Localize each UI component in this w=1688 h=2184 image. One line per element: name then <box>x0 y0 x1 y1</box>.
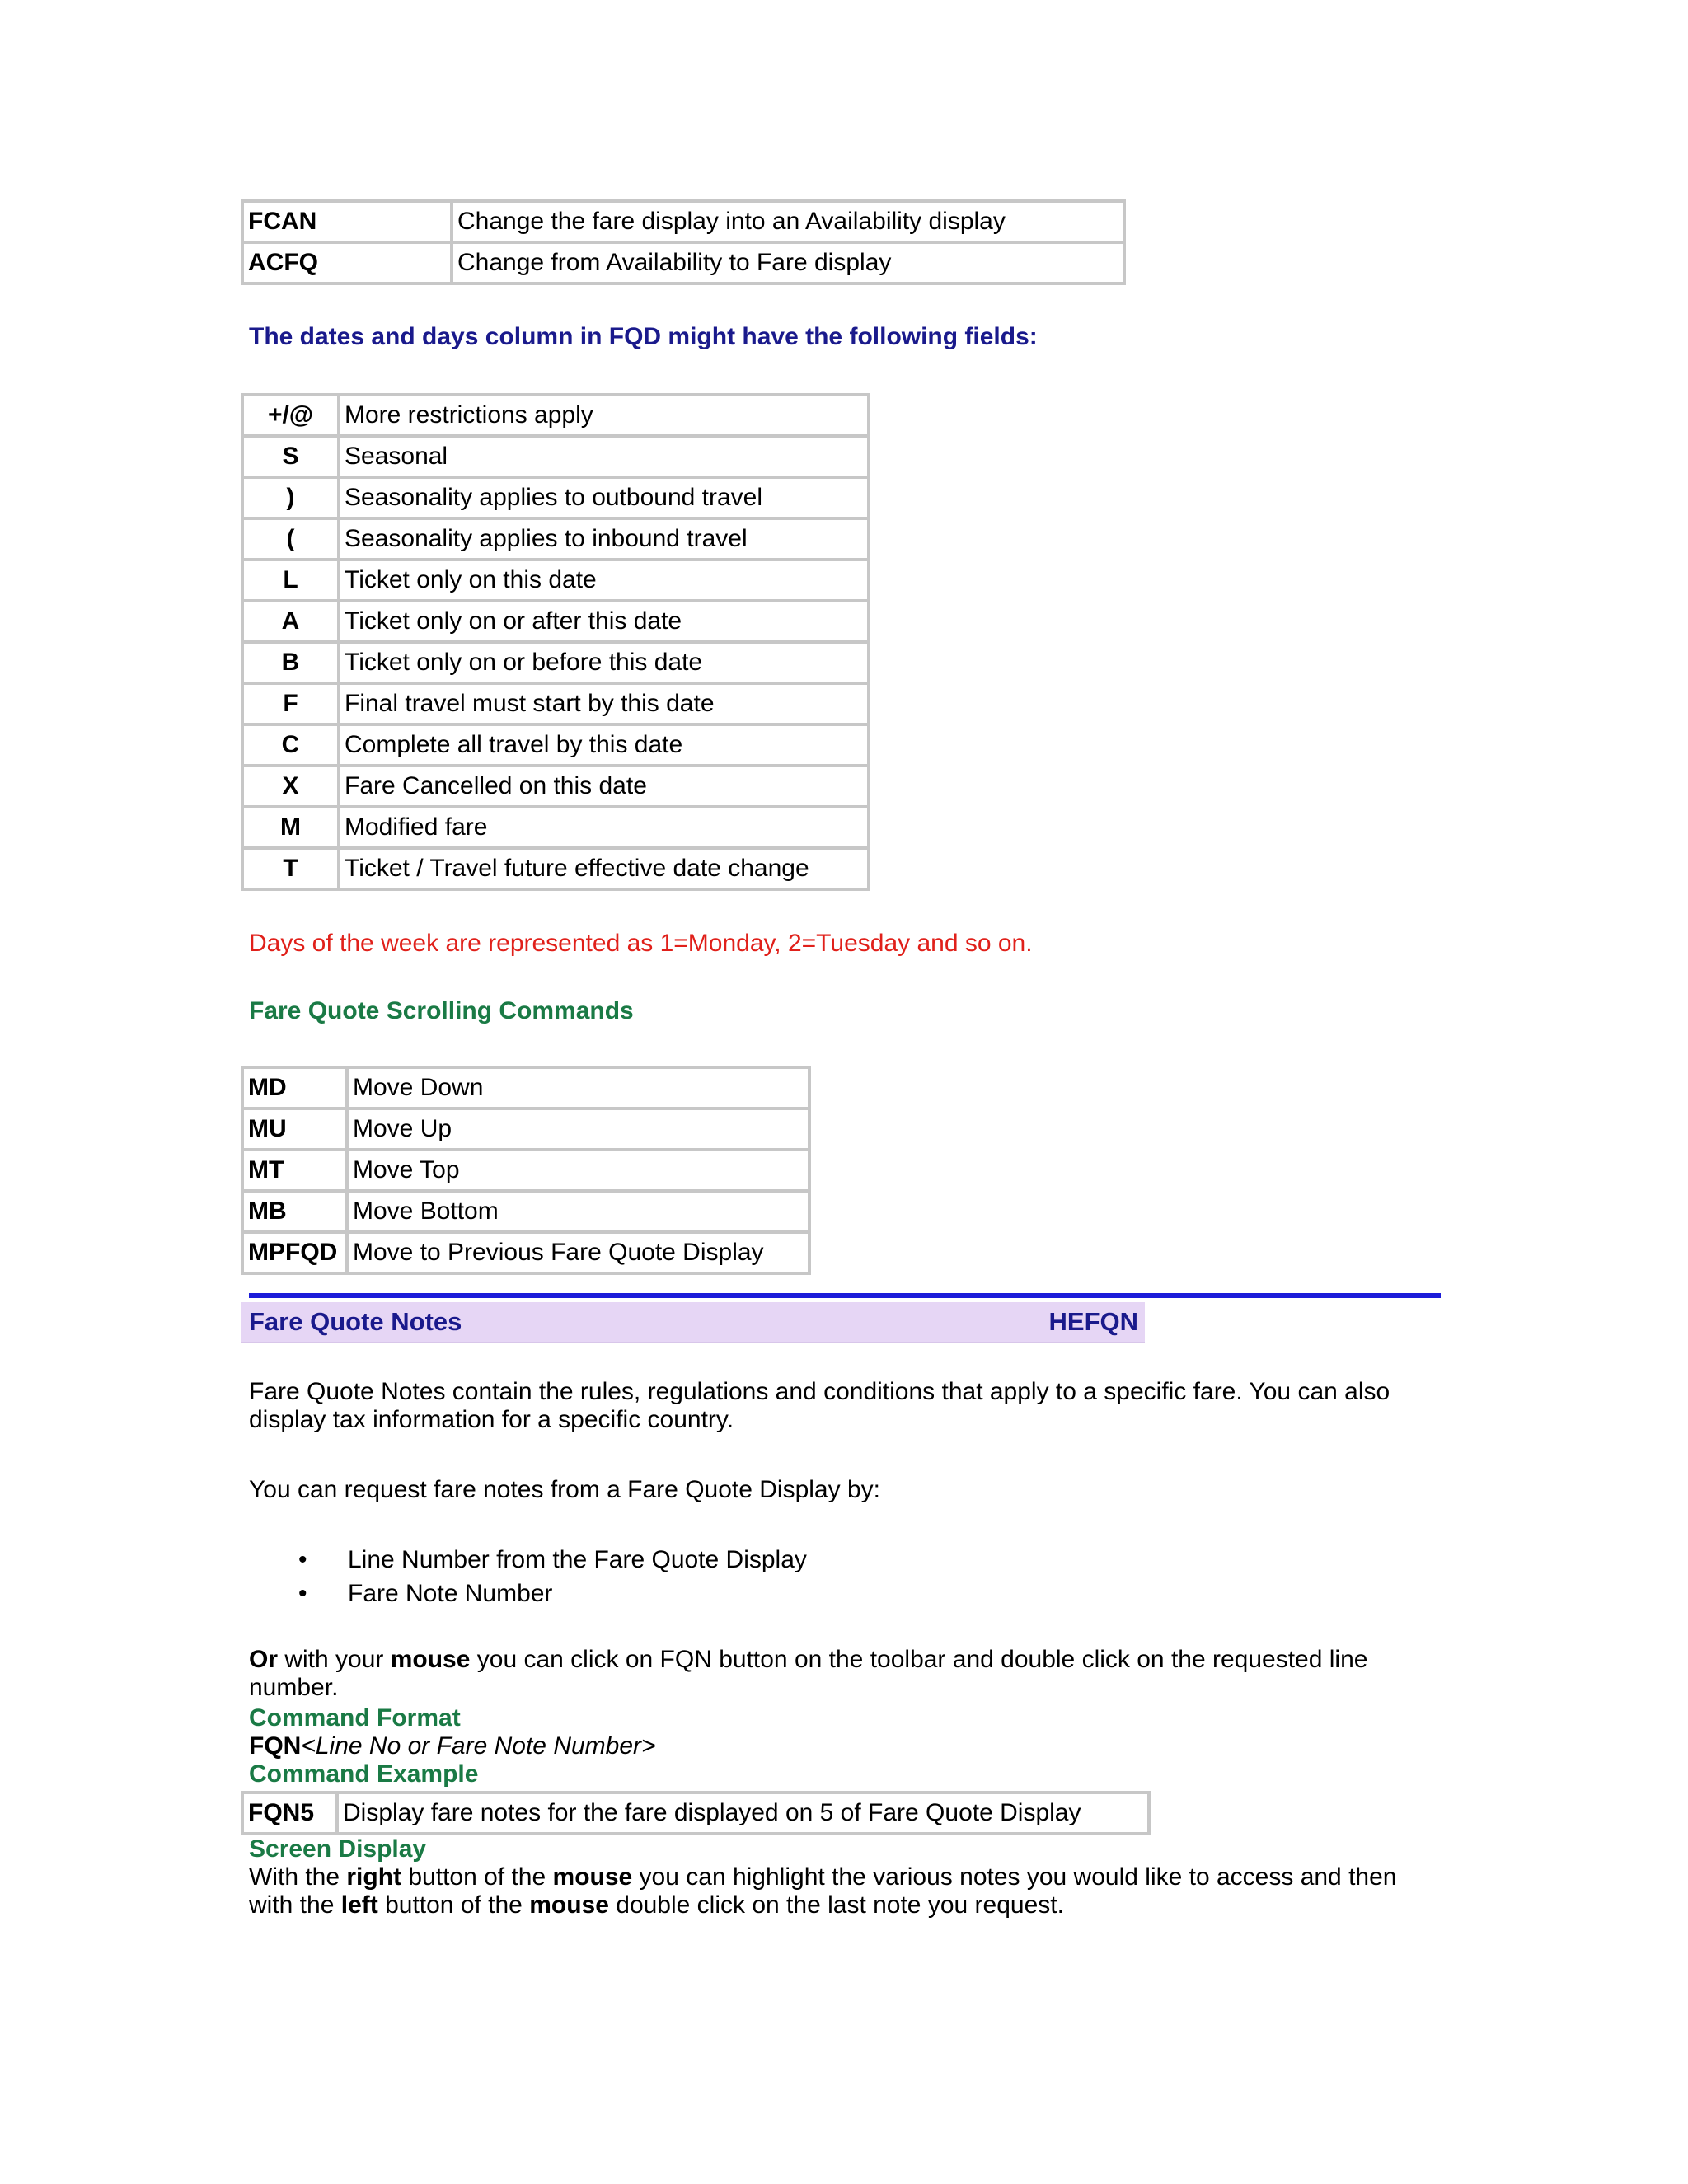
table-row <box>242 1191 809 1232</box>
field-description: More restrictions apply <box>339 395 869 436</box>
bullet-icon: • <box>298 1546 307 1573</box>
table-row <box>242 683 869 724</box>
field-description: Complete all travel by this date <box>339 724 869 766</box>
field-code: C <box>242 724 339 766</box>
field-code: +/@ <box>242 395 339 436</box>
table-row <box>242 242 1124 284</box>
table-row <box>242 560 869 601</box>
intro-paragraph: Fare Quote Notes contain the rules, regulations and conditions that apply to a specific fare. You can also display tax information for a specific country. <box>249 1378 1390 1433</box>
example-code: FQN5 <box>242 1793 337 1834</box>
field-code: S <box>242 436 339 477</box>
example-description: Display fare notes for the fare displayed on 5 of Fare Quote Display <box>337 1793 1149 1834</box>
command-format: FQN<Line No or Fare Note Number> <box>249 1732 656 1760</box>
table-row <box>242 642 869 683</box>
field-code: T <box>242 848 339 889</box>
section-divider <box>249 1293 1441 1298</box>
field-description: Ticket only on or after this date <box>339 601 869 642</box>
field-description: Seasonality applies to outbound travel <box>339 477 869 518</box>
field-description: Seasonal <box>339 436 869 477</box>
field-code: ( <box>242 518 339 560</box>
request-methods-list <box>290 1543 807 1610</box>
screen-display-paragraph: With the right button of the mouse you can highlight the various notes you would like to access and then with the left button of the mouse double click on the last note you request. <box>249 1863 1397 1919</box>
field-code: B <box>242 642 339 683</box>
table-row <box>242 436 869 477</box>
scrolling-heading: Fare Quote Scrolling Commands <box>249 997 634 1024</box>
bullet-icon: • <box>298 1580 307 1607</box>
section-header <box>241 1302 1145 1343</box>
command-example-label: Command Example <box>249 1760 479 1788</box>
list-item: • Fare Note Number <box>290 1577 807 1610</box>
fields-table <box>241 393 870 891</box>
table-row <box>242 1793 1149 1834</box>
field-code: ) <box>242 477 339 518</box>
table-row <box>242 848 869 889</box>
example-table <box>241 1791 1151 1835</box>
mouse-paragraph: Or with your mouse you can click on FQN button on the toolbar and double click on the requested line number. <box>249 1646 1368 1701</box>
table-row <box>242 201 1124 242</box>
field-description: Ticket / Travel future effective date change <box>339 848 869 889</box>
dates-heading: The dates and days column in FQD might have the following fields: <box>249 323 1038 350</box>
field-code: M <box>242 807 339 848</box>
scrolling-table <box>241 1066 811 1275</box>
table-row <box>242 395 869 436</box>
field-code: L <box>242 560 339 601</box>
section-code: HEFQN <box>1048 1307 1138 1336</box>
command-code: MB <box>242 1191 347 1232</box>
field-description: Ticket only on this date <box>339 560 869 601</box>
field-code: X <box>242 766 339 807</box>
fcan-table <box>241 199 1126 285</box>
screen-display-label: Screen Display <box>249 1835 427 1863</box>
table-row <box>242 477 869 518</box>
command-description: Move Up <box>347 1108 809 1150</box>
request-line: You can request fare notes from a Fare Quote Display by: <box>249 1476 880 1503</box>
table-row <box>242 1067 809 1108</box>
command-description: Move to Previous Fare Quote Display <box>347 1232 809 1273</box>
field-description: Modified fare <box>339 807 869 848</box>
table-row <box>242 807 869 848</box>
table-row <box>242 724 869 766</box>
command-description: Move Top <box>347 1150 809 1191</box>
command-description: Change the fare display into an Availability display <box>452 201 1124 242</box>
field-description: Final travel must start by this date <box>339 683 869 724</box>
table-row <box>242 1150 809 1191</box>
field-code: A <box>242 601 339 642</box>
table-row <box>242 1108 809 1150</box>
list-item: • Line Number from the Fare Quote Display <box>290 1543 807 1577</box>
command-code: MPFQD <box>242 1232 347 1273</box>
field-description: Fare Cancelled on this date <box>339 766 869 807</box>
command-code: MD <box>242 1067 347 1108</box>
table-row <box>242 766 869 807</box>
table-row <box>242 1232 809 1273</box>
days-note: Days of the week are represented as 1=Monday, 2=Tuesday and so on. <box>249 930 1033 957</box>
command-format-label: Command Format <box>249 1704 461 1732</box>
table-row <box>242 601 869 642</box>
field-code: F <box>242 683 339 724</box>
command-description: Change from Availability to Fare display <box>452 242 1124 284</box>
section-title: Fare Quote Notes <box>249 1307 462 1336</box>
command-description: Move Down <box>347 1067 809 1108</box>
table-row <box>242 518 869 560</box>
command-description: Move Bottom <box>347 1191 809 1232</box>
field-description: Seasonality applies to inbound travel <box>339 518 869 560</box>
command-code: ACFQ <box>242 242 452 284</box>
command-code: MT <box>242 1150 347 1191</box>
field-description: Ticket only on or before this date <box>339 642 869 683</box>
command-code: MU <box>242 1108 347 1150</box>
command-code: FCAN <box>242 201 452 242</box>
